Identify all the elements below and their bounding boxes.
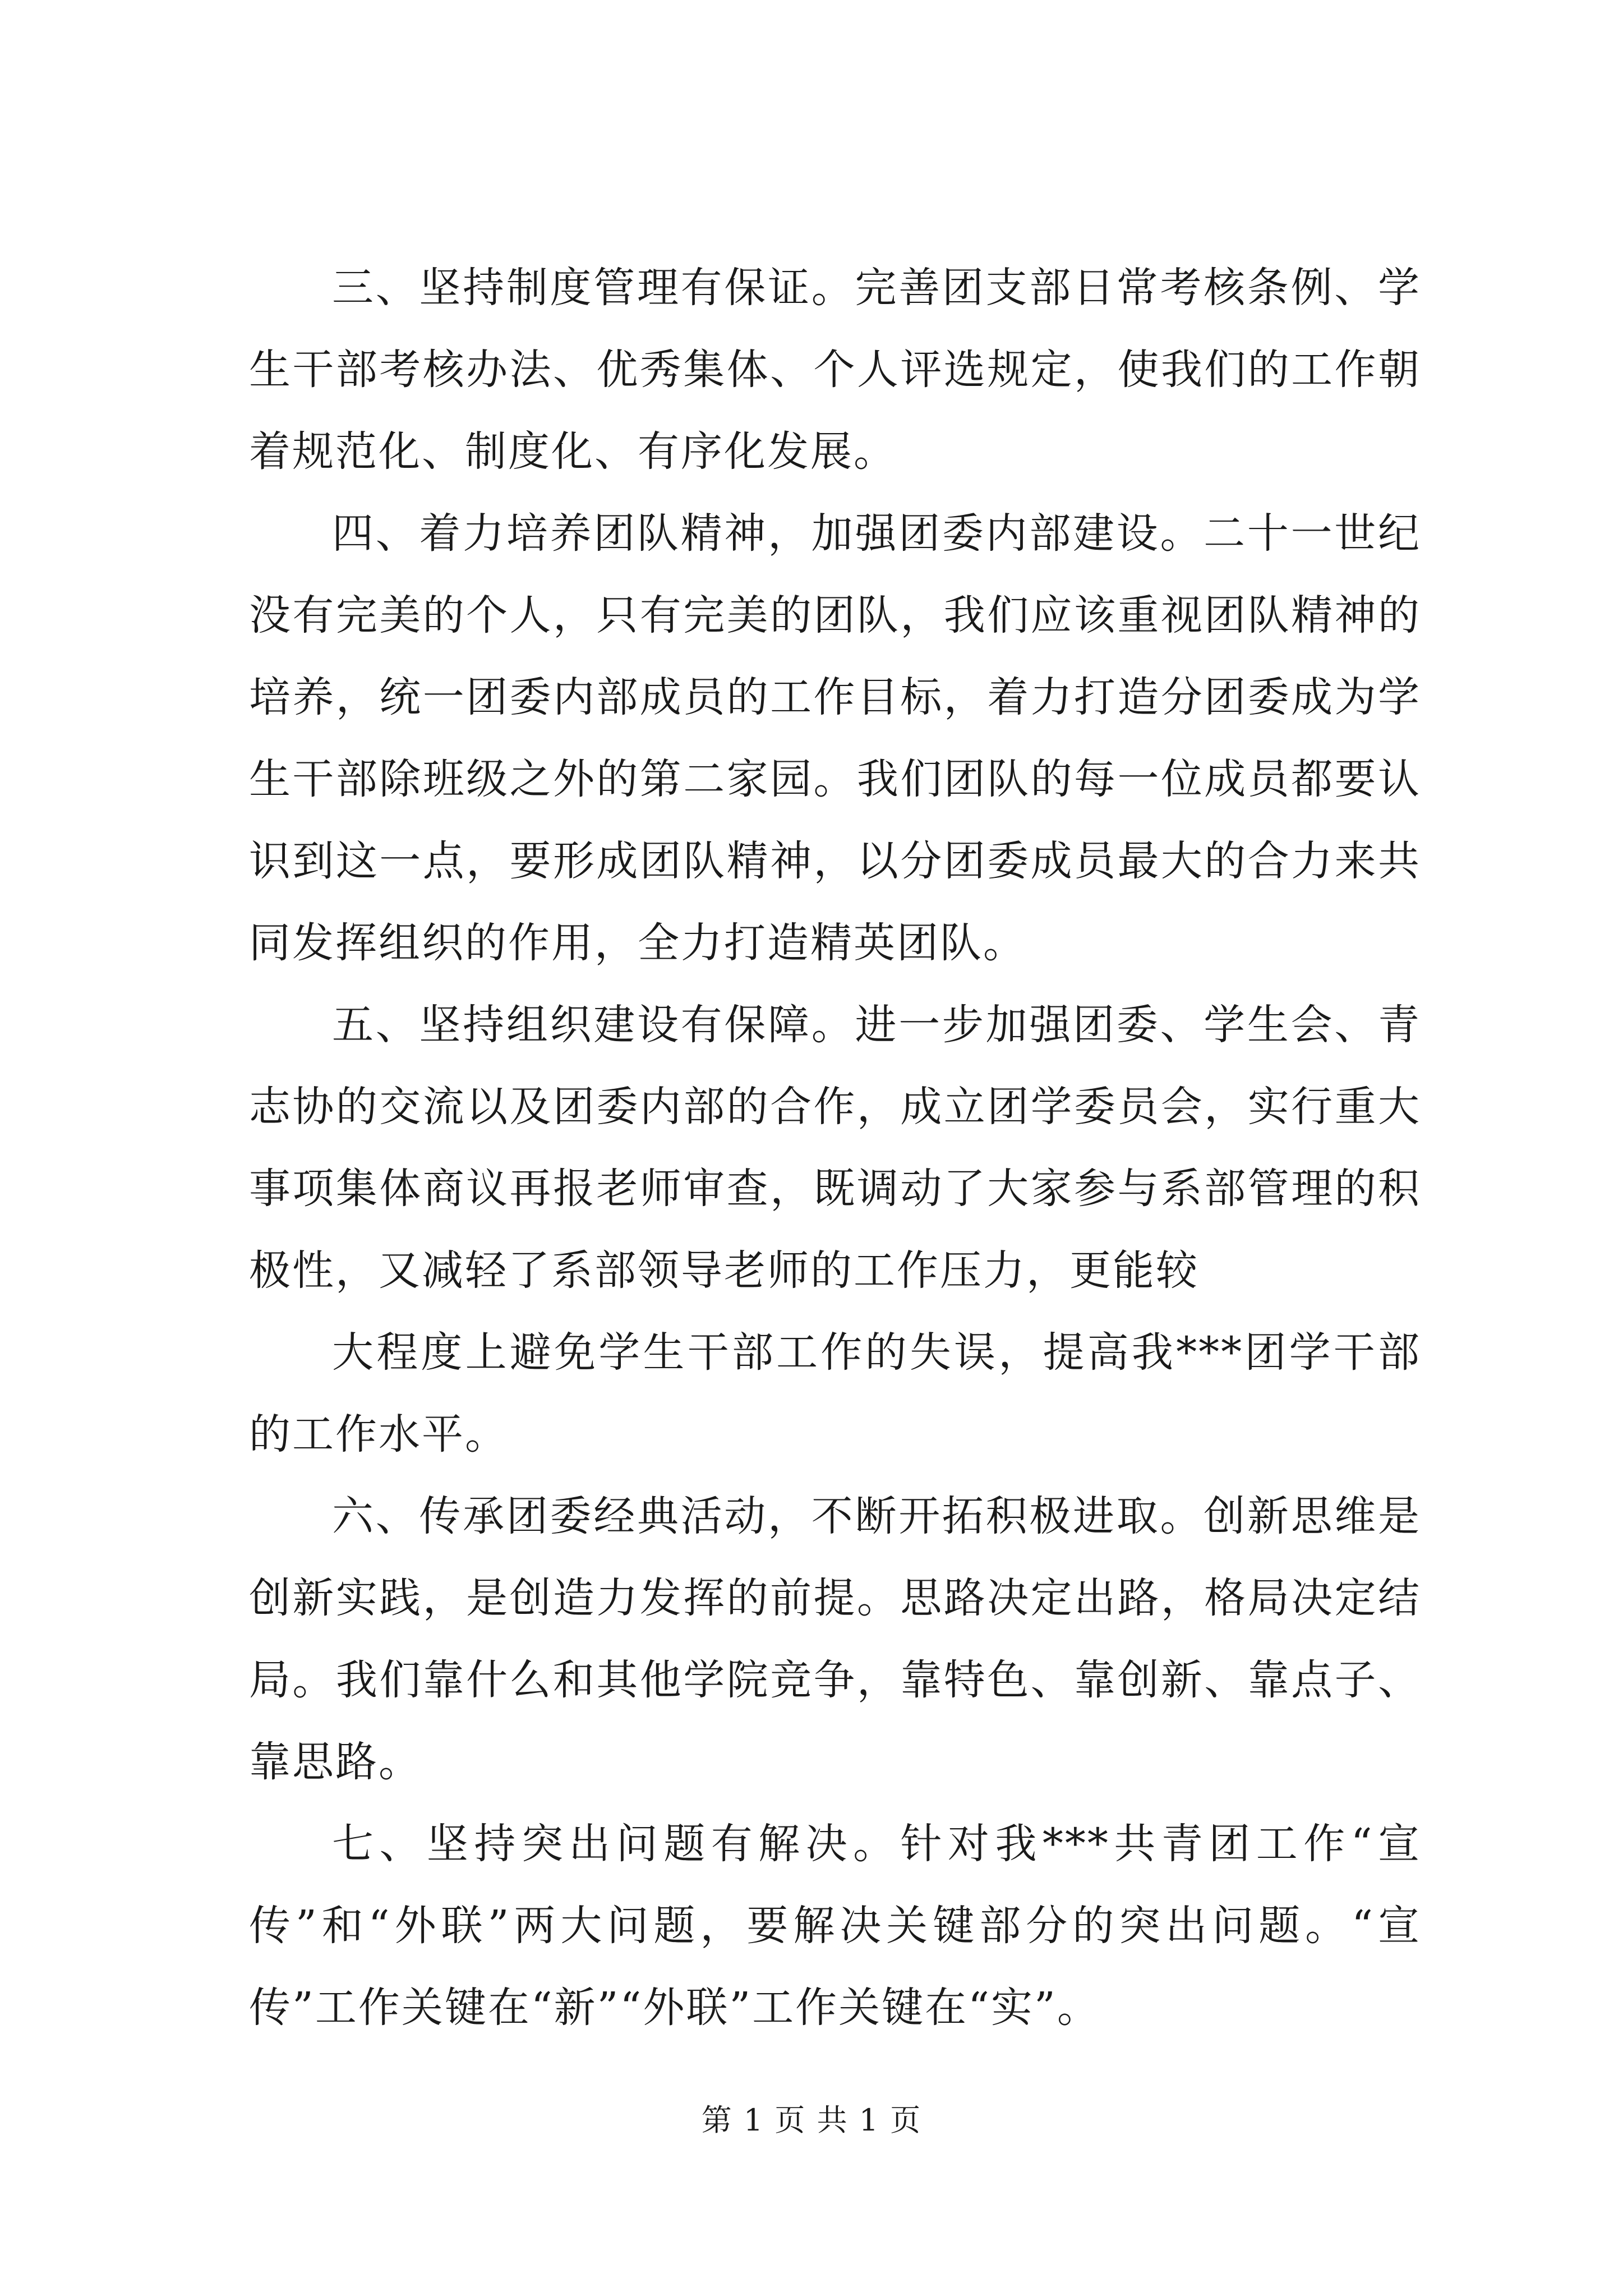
paragraph-6: 六、传承团委经典活动，不断开拓积极进取。创新思维是创新实践，是创造力发挥的前提。思路决定出路，格局决定结局。我们靠什么和其他学院竞争，靠特色、靠创新、靠点子、靠思路。 [249, 1492, 1421, 1786]
paragraph-3: 三、坚持制度管理有保证。完善团支部日常考核条例、学生干部考核办法、优秀集体、个人评选规定，使我们的工作朝着规范化、制度化、有序化发展。 [249, 264, 1421, 476]
page-footer: 第 1 页 共 1 页 [701, 2102, 922, 2138]
paragraph-4: 四、着力培养团队精神，加强团委内部建设。二十一世纪没有完美的个人，只有完美的团队，我们应该重视团队精神的培养，统一团委内部成员的工作目标，着力打造分团委成为学生干部除班级之外的第二家园。我们团队的每一位成员都要认识到这一点，要形成团队精神，以分团委成员最大的合力来共同发挥组织的作用，全力打造精英团队。 [249, 509, 1421, 967]
paragraph-7: 七、坚持突出问题有解决。针对我***共青团工作“宣传”和“外联”两大问题，要解决关键部分的突出问题。“宣传”工作关键在“新”“外联”工作关键在“实”。 [249, 1820, 1421, 2032]
paragraph-5-continued: 大程度上避免学生干部工作的失误，提高我***团学干部的工作水平。 [249, 1328, 1421, 1458]
paragraph-5: 五、坚持组织建设有保障。进一步加强团委、学生会、青志协的交流以及团委内部的合作，成立团学委员会，实行重大事项集体商议再报老师审查，既调动了大家参与系部管理的积极性，又减轻了系部领导老师的工作压力，更能较 [249, 1001, 1421, 1295]
document-body [249, 247, 1421, 2049]
